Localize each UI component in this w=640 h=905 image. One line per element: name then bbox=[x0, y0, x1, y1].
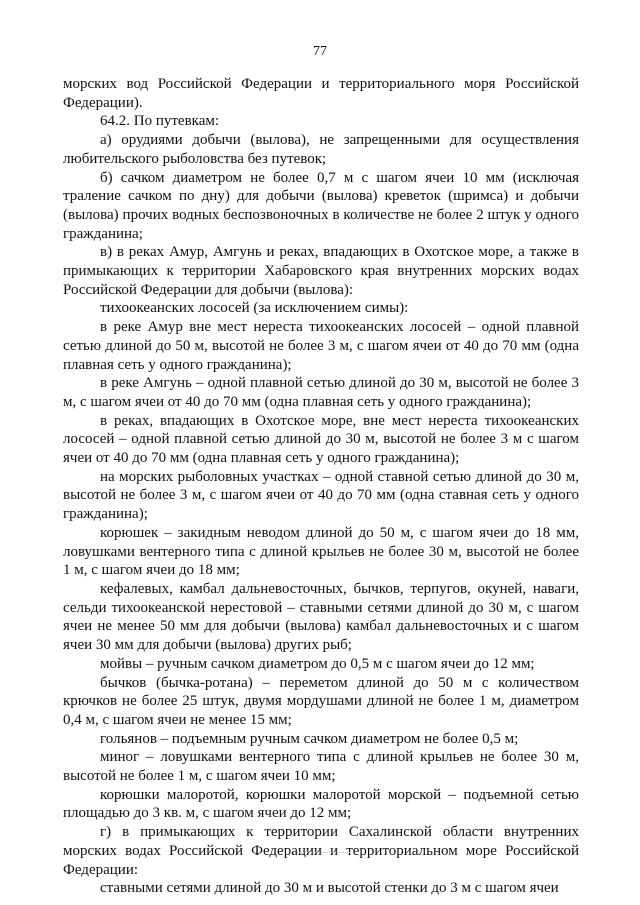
paragraph: гольянов – подъемным ручным сачком диаметром не более 0,5 м; bbox=[100, 730, 519, 747]
paragraph: в) в реках Амур, Амгунь и реках, впадающих в Охотское море, а также в примыкающих к территории Хабаровского края внутренних морских водах Российской Федерации для добычи (вылова): bbox=[63, 244, 579, 298]
paragraph: 64.2. По путевкам: bbox=[100, 113, 220, 130]
paragraph: г) в примыкающих к территории Сахалинской области внутренних морских водах Российской Федерации и территориальном море Российской Федерации: bbox=[63, 824, 579, 878]
paragraph: корюшек – закидным неводом длиной до 50 м, с шагом ячеи до 18 мм, ловушками вентерного типа с длиной крыльев не более 30 м, высотой не более 1 м, с шагом ячеи до 18 мм; bbox=[63, 524, 579, 579]
paragraph: тихоокеанских лососей (за исключением симы): bbox=[100, 300, 409, 317]
document-body bbox=[63, 75, 579, 898]
paragraph: миног – ловушками вентерного типа с длиной крыльев не более 30 м, высотой не более 1 м, с шагом ячеи 10 мм; bbox=[63, 749, 579, 785]
paragraph: корюшки малоротой, корюшки малоротой морской – подъемной сетью площадью до 3 кв. м, с шагом ячеи до 12 мм; bbox=[63, 786, 579, 822]
paragraph: мойвы – ручным сачком диаметром до 0,5 м с шагом ячеи до 12 мм; bbox=[100, 655, 535, 672]
paragraph: в реках, впадающих в Охотское море, вне мест нереста тихоокеанских лососей – одной плавной сетью длиной до 30 м, высотой не более 3 м с шагом ячеи от 40 до 70 мм (одна плавная сеть у одного гражданина); bbox=[63, 412, 579, 467]
paragraph: ставными сетями длиной до 30 м и высотой стенки до 3 м с шагом ячеи bbox=[100, 880, 559, 897]
divider bbox=[290, 852, 350, 853]
paragraph: морских вод Российской Федерации и территориального моря Российской Федерации). bbox=[63, 76, 579, 111]
paragraph: бычков (бычка-ротана) – переметом длиной до 50 м с количеством крючков не более 25 штук, двумя мордушами длиной не более 1 м, диаметром 0,4 м, с шагом ячеи не менее 15 мм; bbox=[63, 674, 579, 728]
page-number: 77 bbox=[313, 44, 327, 59]
paragraph: б) сачком диаметром не более 0,7 м с шагом ячеи 10 мм (исключая траление сачком по дну) для добычи (вылова) креветок (шримса) и добычи (вылова) прочих водных беспозвоночных в количестве не более 2 штук у одного гражданина; bbox=[63, 169, 579, 242]
paragraph: в реке Амгунь – одной плавной сетью длиной до 30 м, высотой не более 3 м, с шагом ячеи от 40 до 70 мм (одна плавная сеть у одного гражданина); bbox=[63, 375, 579, 410]
paragraph: в реке Амур вне мест нереста тихоокеанских лососей – одной плавной сетью длиной до 50 м, высотой не более 3 м, с шагом ячеи от 40 до 70 мм (одна плавная сеть у одного гражданина); bbox=[63, 319, 579, 373]
paragraph: на морских рыболовных участках – одной ставной сетью длиной до 30 м, высотой не более 3 м, с шагом ячеи от 40 до 70 мм (одна ставная сеть у одного гражданина); bbox=[63, 468, 579, 523]
paragraph: а) орудиями добычи (вылова), не запрещенными для осуществления любительского рыболовства без путевок; bbox=[63, 132, 579, 167]
paragraph: кефалевых, камбал дальневосточных, бычков, терпугов, окуней, наваги, сельди тихоокеанской нерестовой – ставными сетями длиной до 30 м, с шагом ячеи не менее 50 мм для добычи (вылова) камбал дальневосточных и с шагом ячеи 30 мм для добычи (вылова) других рыб; bbox=[63, 580, 579, 654]
